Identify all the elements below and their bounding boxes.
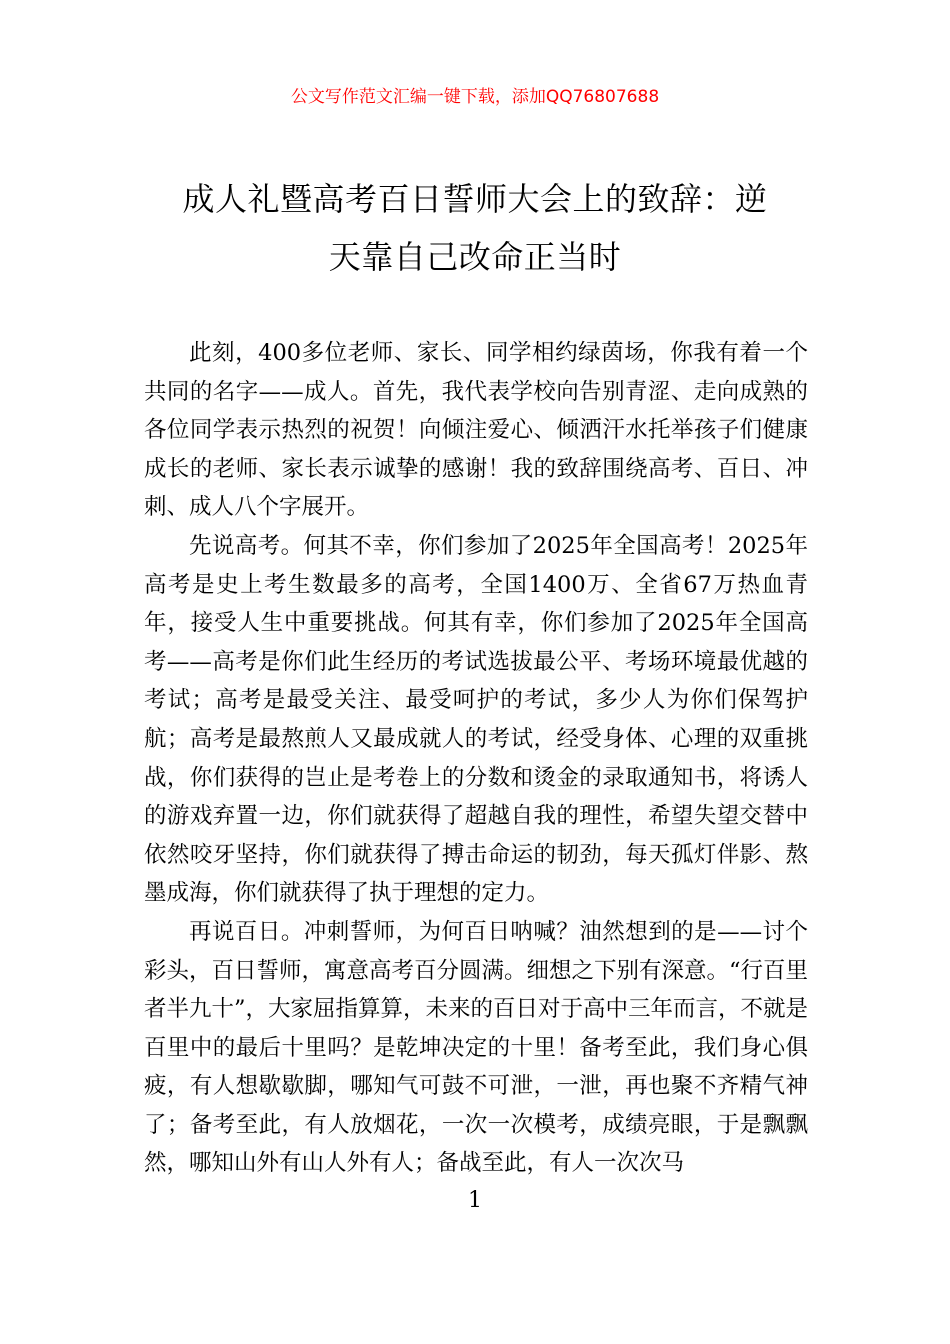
document-title — [135, 170, 815, 286]
header-promo-note: 公文写作范文汇编一键下载，添加QQ76807688 — [290, 87, 660, 107]
title-line-1: 成人礼暨高考百日誓师大会上的致辞：逆 — [182, 180, 768, 218]
paragraph-gaokao: 先说高考。何其不幸，你们参加了2025年全国高考！2025年高考是史上考生数最多的高考，全国1400万、全省67万热血青年，接受人生中重要挑战。何其有幸，你们参加了2025年全国高考——高考是你们此生经历的考试选拔最公平、考场环境最优越的考试；高考是最受关注、最受呵护的考试，多少人为你们保驾护航；高考是最熬煎人又最成就人的考试，经受身体、心理的双重挑战，你们获得的岂止是考卷上的分数和烫金的录取通知书，将诱人的游戏弃置一边，你们就获得了超越自我的理性，希望失望交替中依然咬牙坚持，你们就获得了搏击命运的韧劲，每天孤灯伴影、熬墨成海，你们就获得了执于理想的定力。 — [144, 532, 808, 907]
document-body — [144, 334, 808, 1183]
page-number: 1 — [468, 1188, 482, 1213]
paragraph-hundred-days: 再说百日。冲刺誓师，为何百日呐喊？油然想到的是——讨个彩头，百日誓师，寓意高考百分圆满。细想之下别有深意。“行百里者半九十”，大家屈指算算，未来的百日对于高中三年而言，不就是百里中的最后十里吗？是乾坤决定的十里！备考至此，我们身心俱疲，有人想歇歇脚，哪知气可鼓不可泄，一泄，再也聚不齐精气神了；备考至此，有人放烟花，一次一次模考，成绩亮眼，于是飘飘然，哪知山外有山人外有人；备战至此，有人一次次马 — [144, 918, 809, 1177]
paragraph-intro: 此刻，400多位老师、家长、同学相约绿茵场，你我有着一个共同的名字——成人。首先，我代表学校向告别青涩、走向成熟的各位同学表示热烈的祝贺！向倾注爱心、倾洒汗水托举孩子们健康成长的老师、家长表示诚挚的感谢！我的致辞围绕高考、百日、冲刺、成人八个字展开。 — [144, 340, 808, 521]
title-line-2: 天靠自己改命正当时 — [328, 238, 622, 276]
